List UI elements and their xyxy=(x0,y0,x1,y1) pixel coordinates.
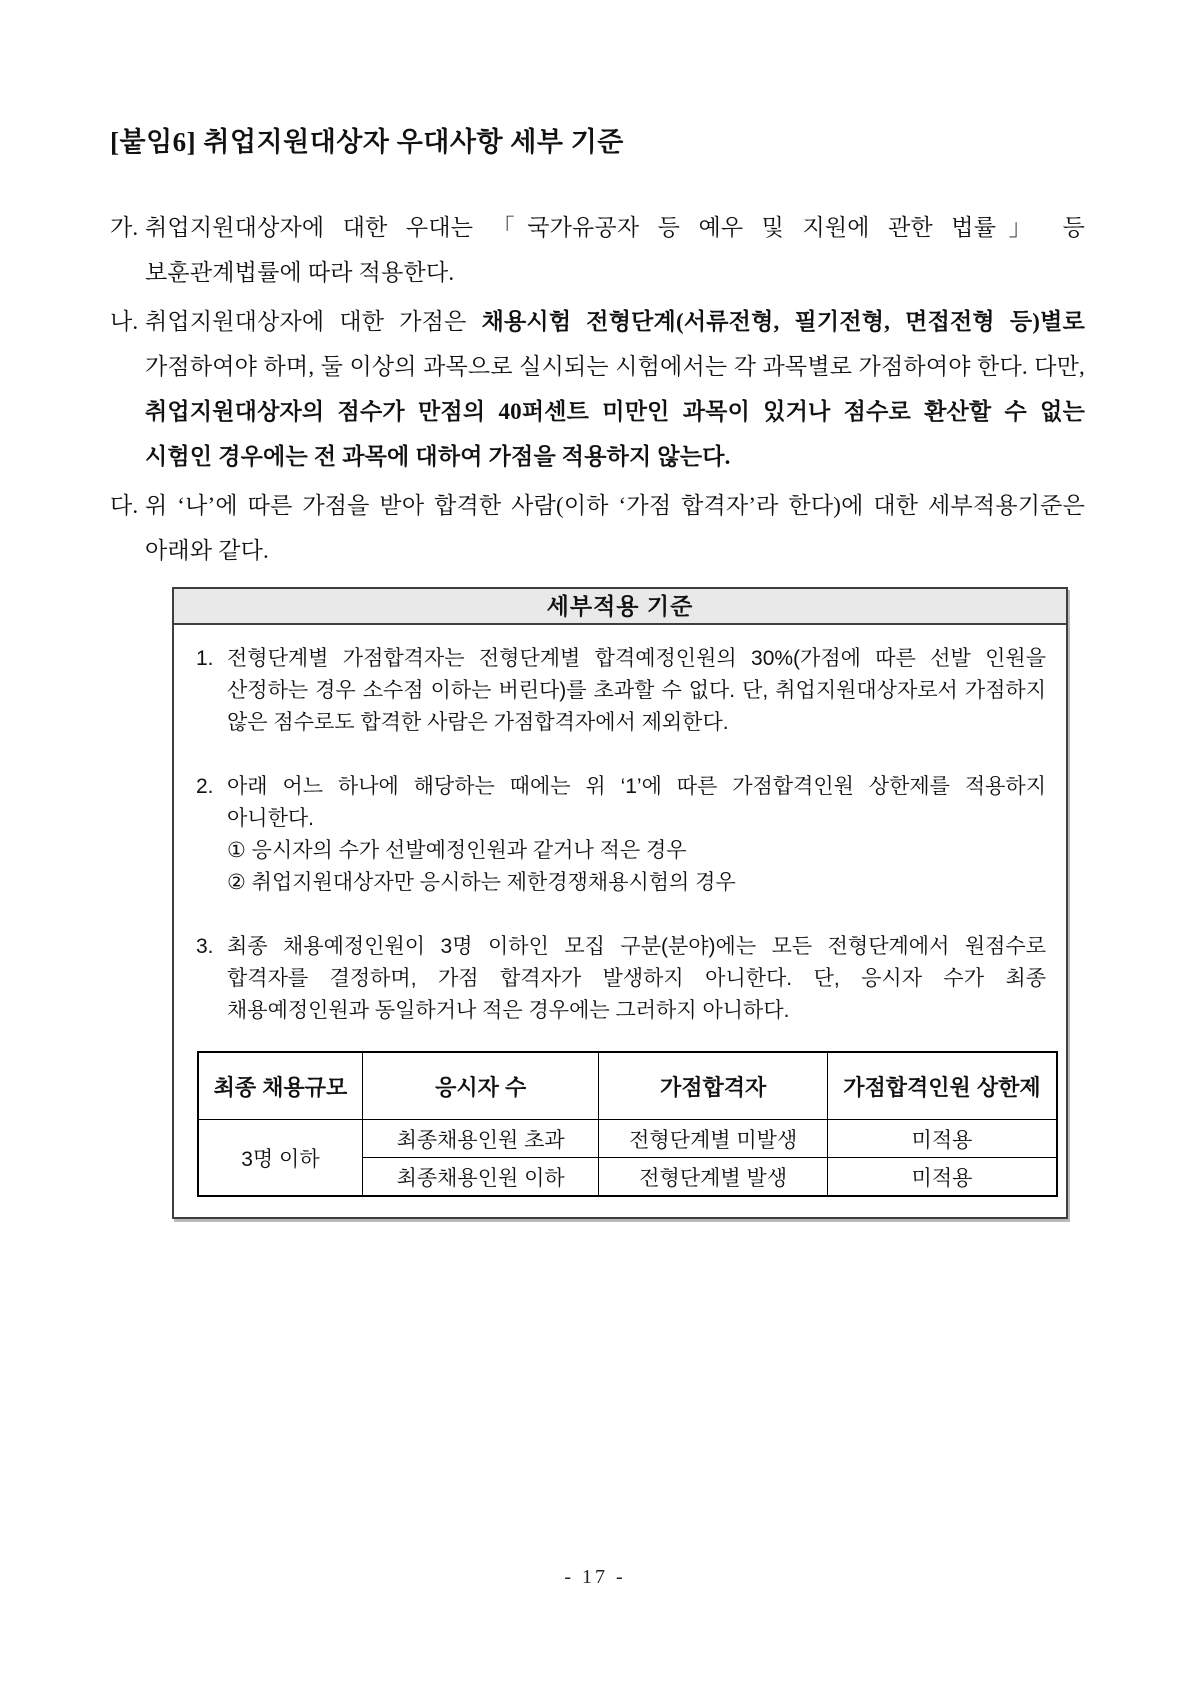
criteria-box xyxy=(172,587,1068,1219)
header-applicant-count: 응시자 수 xyxy=(362,1052,599,1120)
paragraph-da-label: 다. xyxy=(110,493,139,518)
criteria-item-1-text: 전형단계별 가점합격자는 전형단계별 합격예정인원의 30%(가점에 따른 선발 인원을 산정하는 경우 소수점 이하는 버린다)를 초과할 수 없다. 단, 취업지원대상자로서 가점하지 않은 점수로도 합격한 사람은 가점합격자에서 제외한다. xyxy=(227,647,1046,734)
paragraph-na-text: 취업지원대상자에 대한 가점은 채용시험 전형단계(서류전형, 필기전형, 면접전형 등)별로 가점하여야 하며, 둘 이상의 과목으로 실시되는 시험에서는 각 과목별로 가점하여야 한다. 다만, 취업지원대상자의 점수가 만점의 40퍼센트 미만인 과목이 있거나 점수로 환산할 수 없는 시험인 경우에는 전 과목에 대하여 가점을 적용하지 않는다. xyxy=(145,309,1085,469)
paragraph-na-label: 나. xyxy=(110,309,139,334)
cell-applicants-under: 최종채용인원 이하 xyxy=(362,1158,599,1197)
paragraph-ga-label: 가. xyxy=(110,215,139,240)
criteria-box-title: 세부적용 기준 xyxy=(174,589,1066,625)
header-final-hiring-scale: 최종 채용규모 xyxy=(198,1052,362,1120)
criteria-item-2-number: 2. xyxy=(196,775,214,798)
cell-merged-scale: 3명 이하 xyxy=(198,1120,362,1197)
table-row xyxy=(198,1120,1057,1158)
paragraph-da xyxy=(110,483,1085,573)
header-bonus-passer-cap: 가점합격인원 상한제 xyxy=(827,1052,1057,1120)
criteria-item-2-sub-2: ② 취업지원대상자만 응시하는 제한경쟁채용시험의 경우 xyxy=(227,871,736,894)
criteria-item-1-number: 1. xyxy=(196,647,214,670)
criteria-item-1 xyxy=(196,643,1046,739)
summary-table-header-row xyxy=(198,1052,1057,1120)
cell-passers-occur: 전형단계별 발생 xyxy=(599,1158,828,1197)
criteria-item-2-sub-1: ① 응시자의 수가 선발예정인원과 같거나 적은 경우 xyxy=(227,839,687,862)
page-number: - 17 - xyxy=(564,1566,626,1588)
cell-applicants-over: 최종채용인원 초과 xyxy=(362,1120,599,1158)
paragraph-ga-text: 취업지원대상자에 대한 우대는 「국가유공자 등 예우 및 지원에 관한 법률」 등 보훈관계법률에 따라 적용한다. xyxy=(145,215,1085,285)
page-title: [붙임6] 취업지원대상자 우대사항 세부 기준 xyxy=(110,127,624,157)
cell-cap-na-2: 미적용 xyxy=(827,1158,1057,1197)
header-bonus-passers: 가점합격자 xyxy=(599,1052,828,1120)
paragraph-da-text: 위 ‘나’에 따른 가점을 받아 합격한 사람(이하 ‘가점 합격자’라 한다)에 대한 세부적용기준은 아래와 같다. xyxy=(145,493,1085,563)
cell-passers-none: 전형단계별 미발생 xyxy=(599,1120,828,1158)
criteria-item-2-text: 아래 어느 하나에 해당하는 때에는 위 ‘1’에 따른 가점합격인원 상한제를 적용하지 아니한다. xyxy=(227,775,1046,830)
criteria-box-body xyxy=(174,625,1066,1217)
criteria-item-3 xyxy=(196,931,1046,1027)
criteria-item-2 xyxy=(196,771,1046,899)
paragraph-na xyxy=(110,299,1085,479)
criteria-item-3-number: 3. xyxy=(196,935,214,958)
criteria-item-3-text: 최종 채용예정인원이 3명 이하인 모집 구분(분야)에는 모든 전형단계에서 원점수로 합격자를 결정하며, 가점 합격자가 발생하지 아니한다. 단, 응시자 수가 최종 채용예정인원과 동일하거나 적은 경우에는 그러하지 아니하다. xyxy=(227,935,1046,1022)
paragraph-ga xyxy=(110,205,1085,295)
cell-cap-na-1: 미적용 xyxy=(827,1120,1057,1158)
summary-table xyxy=(197,1051,1058,1197)
